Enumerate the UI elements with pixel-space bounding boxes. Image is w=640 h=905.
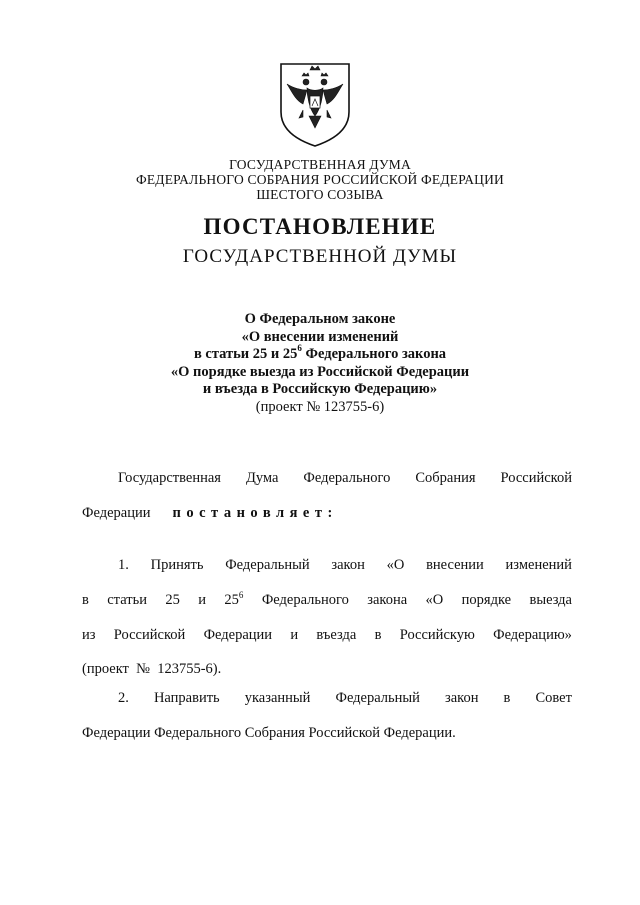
intro-word: Российской [500,470,572,486]
item2-line-1 [118,690,572,707]
item1-word: закона [367,592,408,608]
item1-word: в [374,627,382,643]
item1-word: внесении [426,557,484,573]
item2-word: Совет [535,690,572,706]
item1-word: 1. [118,557,129,573]
item1-word: Принять [150,557,204,573]
bill-line-5: и въезда в Российскую Федерацию» [202,381,438,398]
item1-word: Федерацию» [493,627,572,643]
item1-word: статьи [107,592,147,608]
item1-word: Федерального [261,592,349,608]
item1-line-1 [118,557,572,574]
item1-article-number [224,592,243,609]
intro-line-1 [118,470,572,487]
item1-line-3 [82,627,572,644]
item2-word: в [503,690,511,706]
intro-word: Собрания [415,470,476,486]
bill-line-4: «О порядке выезда из Российской Федерации [170,363,470,380]
header-line-3: ШЕСТОГО СОЗЫВА [256,187,384,202]
intro-word: Государственная [118,470,221,486]
bill-description [0,311,640,417]
item1-word: выезда [529,592,572,608]
item2-word: Направить [153,690,220,706]
item1-line-2 [82,592,572,609]
item2-word: указанный [244,690,311,706]
document-title: ПОСТАНОВЛЕНИЕ [203,214,437,239]
document-subtitle: ГОСУДАРСТВЕННОЙ ДУМЫ [182,246,458,267]
intro-word: Федерального [303,470,391,486]
bill-project-number: (проект № 123755-6) [255,398,385,415]
bill-line-3-text: в статьи 25 и 25 [193,346,298,363]
item1-line-4: (проект № 123755-6). [82,661,222,677]
item1-word: «О [425,592,444,608]
bill-line-3 [0,343,640,364]
bill-line-1: О Федеральном законе [244,311,396,327]
header-line-1: ГОСУДАРСТВЕННАЯ ДУМА [229,157,411,172]
item1-word: Федеральный [225,557,310,573]
item1-word: и [198,592,207,608]
intro-word: Федерации [82,505,151,521]
item1-word: порядке [461,592,512,608]
article-superscript: 6 [238,590,244,601]
item1-word: Российскую [399,627,475,643]
item2-line-2: Федерации Федерального Собрания Российской Федерации. [82,725,456,741]
bill-line-3-rest: Федерального закона [301,346,447,363]
header-line-2: ФЕДЕРАЛЬНОГО СОБРАНИЯ РОССИЙСКОЙ ФЕДЕРАЦИИ [136,172,504,187]
item2-word: 2. [118,690,129,706]
issuing-authority-header [0,157,640,202]
article-superscript: 6 [297,343,302,354]
coat-of-arms-emblem [277,60,353,148]
item1-word: и [290,627,299,643]
item1-word: Российской [113,627,186,643]
item1-word: в [82,592,89,608]
item1-word: Федерации [203,627,273,643]
item1-word: закон [331,557,365,573]
item2-word: Федеральный [335,690,420,706]
intro-word: Дума [245,470,279,486]
item1-word: изменений [505,557,572,573]
intro-line-2 [82,505,572,522]
bill-line-2: «О внесении изменений [241,328,399,345]
item1-word: 25 [224,592,239,608]
item2-word: закон [444,690,479,706]
item1-word: «О [386,557,405,573]
item1-word: 25 [165,592,180,608]
item1-word: из [82,627,96,643]
item1-word: въезда [316,627,357,643]
resolves-text: постановляет: [172,505,338,521]
